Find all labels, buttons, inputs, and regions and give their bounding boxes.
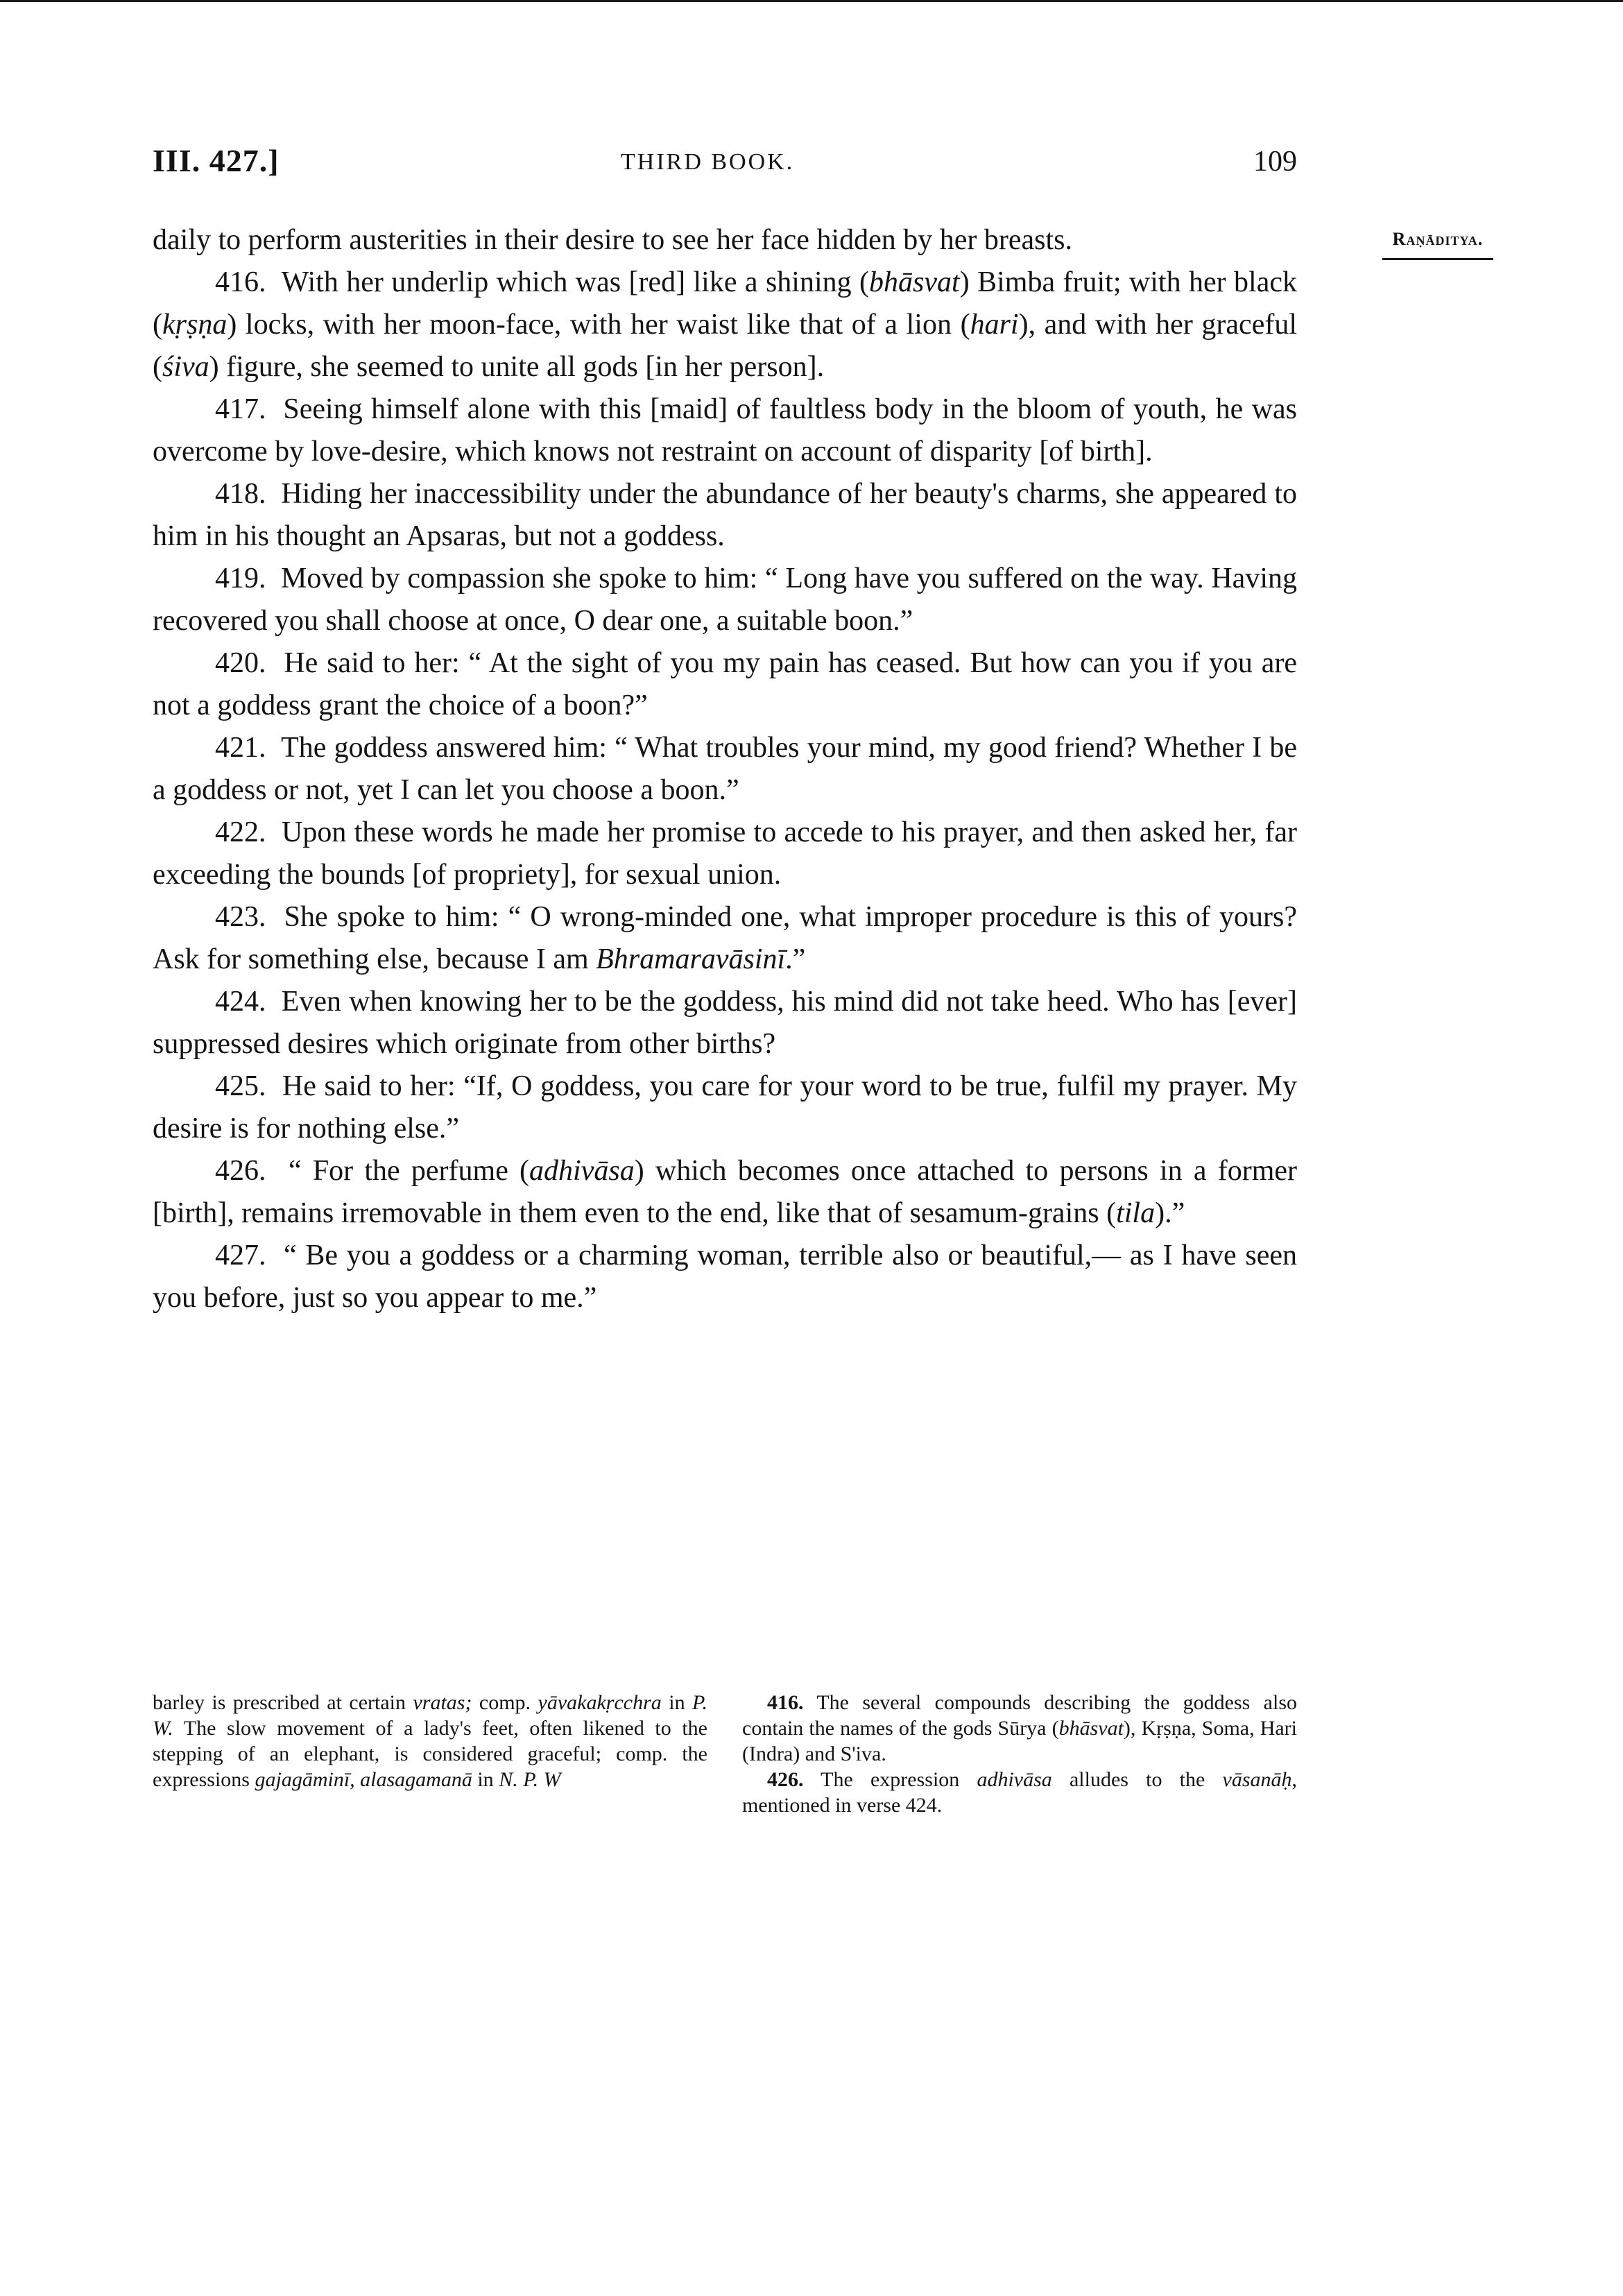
verse-text: She spoke to him: “ O wrong-minded one, what improper procedure is this of yours? Ask for something else, because I am bbox=[153, 901, 1297, 975]
verse-text: ) figure, she seemed to unite all gods [in her person]. bbox=[209, 351, 825, 383]
footnote-term: vāsanāḥ bbox=[1222, 1768, 1292, 1791]
footnote-column-left bbox=[153, 1690, 707, 1792]
verse-term: hari bbox=[970, 309, 1019, 341]
footnote-text: in bbox=[661, 1691, 693, 1714]
verse-number: 427. bbox=[215, 1240, 266, 1271]
verse-number: 426. bbox=[215, 1155, 266, 1187]
footnote-number: 426. bbox=[767, 1768, 804, 1791]
footnote-text: alludes to the bbox=[1051, 1768, 1223, 1791]
verse-text: “ Be you a goddess or a charming woman, terrible also or beautiful,— as I have seen you before, just so you appear to me.” bbox=[153, 1240, 1298, 1314]
footnote-column-right bbox=[742, 1690, 1297, 1818]
side-note-rule bbox=[1382, 258, 1493, 260]
footnote-term: gajagāminī, alasagamanā bbox=[255, 1768, 472, 1791]
running-head bbox=[153, 142, 1297, 191]
verse-text: “ For the perfume ( bbox=[288, 1155, 530, 1187]
verse-text: Upon these words he made her promise to accede to his prayer, and then asked her, far exceeding the bounds [of propriety], for sexual union. bbox=[153, 816, 1297, 891]
verse-number: 420. bbox=[215, 647, 266, 679]
verse-number: 421. bbox=[215, 732, 266, 764]
verse-text: ), and with her graceful ( bbox=[153, 309, 1297, 383]
footnote-term: N. P. W bbox=[499, 1768, 561, 1791]
side-note-label: Raṇāditya. bbox=[1392, 229, 1484, 249]
verse-number: 416. bbox=[215, 266, 266, 298]
verse-421 bbox=[153, 727, 1297, 812]
page-number: 109 bbox=[1253, 146, 1297, 178]
footnote-text: ), Kṛṣṇa, Soma, Hari (Indra) and S'iva. bbox=[742, 1717, 1297, 1765]
verse-text: Moved by compassion she spoke to him: “ Long have you suffered on the way. Having recovered you shall choose at once, O dear one, a suitable boon.” bbox=[153, 563, 1297, 637]
footnote-text: barley is prescribed at certain bbox=[153, 1691, 413, 1714]
verse-text: ) which becomes once attached to persons in a former [birth], remains irremovable in them even to the end, like that of sesamum-grains ( bbox=[153, 1155, 1298, 1229]
verse-423 bbox=[153, 896, 1297, 981]
footnote-416 bbox=[742, 1690, 1297, 1767]
verse-text: Hiding her inaccessibility under the abundance of her beauty's charms, she appeared to him in his thought an Apsaras, but not a goddess. bbox=[153, 478, 1298, 552]
footnote-text: comp. bbox=[472, 1691, 538, 1714]
verse-text: ).” bbox=[1155, 1197, 1185, 1229]
footnote-term: vratas; bbox=[413, 1691, 472, 1714]
verse-418 bbox=[153, 473, 1297, 558]
verse-text: He said to her: “If, O goddess, you care for your word to be true, fulfil my prayer. My desire is for nothing else.” bbox=[153, 1070, 1297, 1145]
verse-417 bbox=[153, 388, 1297, 473]
footnote-number: 416. bbox=[767, 1691, 804, 1714]
verse-419 bbox=[153, 558, 1297, 642]
verse-text: ) locks, with her moon-face, with her waist like that of a lion ( bbox=[227, 309, 970, 341]
verse-425 bbox=[153, 1065, 1297, 1150]
verse-420 bbox=[153, 642, 1297, 727]
verse-number: 423. bbox=[215, 901, 266, 933]
footnote-continued bbox=[153, 1690, 707, 1792]
footnote-term: P. W. bbox=[153, 1691, 707, 1740]
verse-number: 425. bbox=[215, 1070, 266, 1102]
verse-term: Bhramaravāsinī bbox=[596, 943, 786, 975]
footnote-text: , mentioned in verse 424. bbox=[742, 1768, 1297, 1817]
scan-top-edge bbox=[0, 0, 1623, 2]
verse-term: kṛṣṇa bbox=[162, 309, 227, 341]
intro-paragraph: daily to perform austerities in their desire to see her face hidden by her breasts. bbox=[153, 224, 1073, 256]
verse-term: śiva bbox=[162, 351, 209, 383]
verse-number: 422. bbox=[215, 816, 266, 848]
verse-422 bbox=[153, 812, 1297, 896]
verse-number: 419. bbox=[215, 563, 266, 594]
margin-side-note bbox=[1365, 229, 1511, 260]
footnote-term: yāvakakṛcchra bbox=[538, 1691, 662, 1714]
verse-426 bbox=[153, 1150, 1297, 1235]
verse-424 bbox=[153, 981, 1297, 1065]
verse-text: He said to her: “ At the sight of you my pain has ceased. But how can you if you are not a goddess grant the choice of a boon?” bbox=[153, 647, 1298, 721]
verse-number: 424. bbox=[215, 986, 266, 1018]
verse-term: adhivāsa bbox=[529, 1155, 635, 1187]
footnote-term: bhāsvat bbox=[1058, 1717, 1124, 1740]
footnote-text: in bbox=[472, 1768, 499, 1791]
verse-text: Even when knowing her to be the goddess, his mind did not take heed. Who has [ever] suppressed desires which originate from other births? bbox=[153, 986, 1298, 1060]
footnote-text: The slow movement of a lady's feet, often likened to the stepping of an elephant, is considered graceful; comp. the expressions bbox=[153, 1717, 707, 1791]
section-reference: III. 427.] bbox=[153, 143, 280, 178]
verse-text: Seeing himself alone with this [maid] of faultless body in the bloom of youth, he was overcome by love-desire, which knows not restraint on account of disparity [of birth]. bbox=[153, 393, 1297, 468]
verse-number: 418. bbox=[215, 478, 266, 510]
verse-term: bhāsvat bbox=[869, 266, 960, 298]
book-title: THIRD BOOK. bbox=[621, 149, 795, 175]
verse-427 bbox=[153, 1235, 1297, 1319]
footnote-text: The expression bbox=[803, 1768, 977, 1791]
verse-number: 417. bbox=[215, 393, 266, 425]
verse-416 bbox=[153, 262, 1297, 388]
verse-text: With her underlip which was [red] like a shining ( bbox=[281, 266, 870, 298]
footnote-term: adhivāsa bbox=[977, 1768, 1052, 1791]
verse-text: ) Bimba fruit; with her black ( bbox=[153, 266, 1297, 341]
verse-text: .” bbox=[785, 943, 806, 975]
verse-term: tila bbox=[1116, 1197, 1156, 1229]
verse-text: The goddess answered him: “ What troubles your mind, my good friend? Whether I be a goddess or not, yet I can let you choose a boon.” bbox=[153, 732, 1297, 806]
main-text bbox=[153, 219, 1297, 1319]
footnote-text: The several compounds describing the goddess also contain the names of the gods Sūrya ( bbox=[742, 1691, 1297, 1740]
footnote-426 bbox=[742, 1767, 1297, 1818]
